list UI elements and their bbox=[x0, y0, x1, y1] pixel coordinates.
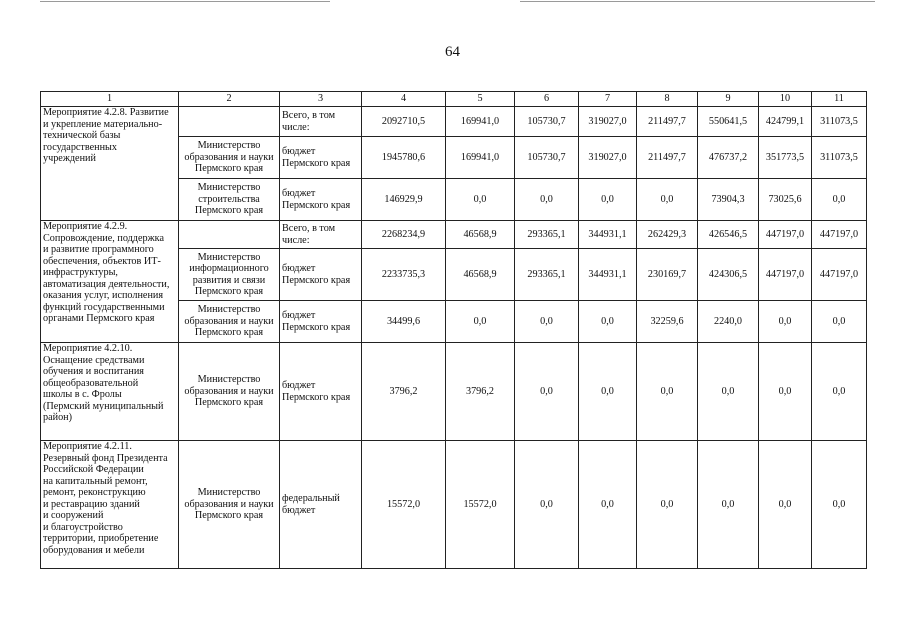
org-cell bbox=[179, 441, 280, 569]
value-cell: 0,0 bbox=[579, 343, 637, 441]
page-top-rule-right bbox=[520, 1, 875, 2]
value-cell: 0,0 bbox=[698, 441, 759, 569]
value-cell: 169941,0 bbox=[446, 107, 515, 137]
value-cell: 550641,5 bbox=[698, 107, 759, 137]
org-name: Министерство образования и науки Пермского края bbox=[184, 374, 274, 409]
value-cell: 0,0 bbox=[579, 301, 637, 343]
org-name: Министерство образования и науки Пермского края bbox=[184, 140, 274, 175]
value-cell: 0,0 bbox=[812, 301, 867, 343]
funding-source-cell bbox=[280, 301, 362, 343]
value-cell: 32259,6 bbox=[637, 301, 698, 343]
value-cell: 0,0 bbox=[759, 301, 812, 343]
value-cell: 447197,0 bbox=[759, 249, 812, 301]
header-cell: 10 bbox=[759, 92, 812, 107]
value-cell: 146929,9 bbox=[362, 179, 446, 221]
value-cell: 2233735,3 bbox=[362, 249, 446, 301]
value-cell: 3796,2 bbox=[446, 343, 515, 441]
value-cell: 351773,5 bbox=[759, 137, 812, 179]
value-cell: 0,0 bbox=[812, 441, 867, 569]
header-cell: 8 bbox=[637, 92, 698, 107]
event-name-cell bbox=[41, 343, 179, 441]
org-name: Министерство образования и науки Пермского края bbox=[184, 487, 274, 522]
header-cell: 2 bbox=[179, 92, 280, 107]
header-cell: 11 bbox=[812, 92, 867, 107]
header-cell: 9 bbox=[698, 92, 759, 107]
event-name: Мероприятие 4.2.9. Сопровождение, поддержка и развитие программного обеспечения, объектов ИТ- инфраструктуры, автоматизация деятельности, оказания услуг, исполнения функций государственными органами Пермского края bbox=[43, 221, 170, 324]
value-cell: 0,0 bbox=[759, 441, 812, 569]
event-name: Мероприятие 4.2.10. Оснащение средствами обучения и воспитания общеобразовательной школы в с. Фролы (Пермский муниципальный район) bbox=[43, 343, 164, 423]
funding-source-cell bbox=[280, 221, 362, 249]
value-cell: 0,0 bbox=[759, 343, 812, 441]
event-name: Мероприятие 4.2.11. Резервный фонд Президента Российской Федерации на капитальный ремонт, ремонт, реконструкцию и реставрацию зданий и сооружений и благоустройство территории, приобретение оборудования и мебели bbox=[43, 441, 168, 556]
value-cell: 73904,3 bbox=[698, 179, 759, 221]
value-cell: 447197,0 bbox=[812, 249, 867, 301]
funding-source: федеральный бюджет bbox=[282, 493, 340, 516]
funding-source: бюджет Пермского края bbox=[282, 146, 351, 169]
value-cell: 262429,3 bbox=[637, 221, 698, 249]
value-cell: 476737,2 bbox=[698, 137, 759, 179]
value-cell: 0,0 bbox=[637, 343, 698, 441]
org-cell bbox=[179, 179, 280, 221]
funding-source: бюджет Пермского края bbox=[282, 380, 351, 403]
budget-table bbox=[40, 91, 867, 569]
value-cell: 293365,1 bbox=[515, 249, 579, 301]
org-cell bbox=[179, 107, 280, 137]
header-row bbox=[41, 92, 867, 107]
value-cell: 311073,5 bbox=[812, 107, 867, 137]
org-name: Министерство образования и науки Пермского края bbox=[184, 304, 274, 339]
value-cell: 0,0 bbox=[446, 301, 515, 343]
org-cell bbox=[179, 221, 280, 249]
org-name: Министерство строительства Пермского края bbox=[194, 182, 264, 217]
funding-source-cell bbox=[280, 107, 362, 137]
value-cell: 2092710,5 bbox=[362, 107, 446, 137]
value-cell: 0,0 bbox=[637, 179, 698, 221]
value-cell: 169941,0 bbox=[446, 137, 515, 179]
value-cell: 2268234,9 bbox=[362, 221, 446, 249]
value-cell: 319027,0 bbox=[579, 137, 637, 179]
table-row bbox=[41, 221, 867, 249]
value-cell: 73025,6 bbox=[759, 179, 812, 221]
event-name: Мероприятие 4.2.8. Развитие и укрепление материально- технической базы государственных учреждений bbox=[43, 107, 169, 164]
org-cell bbox=[179, 301, 280, 343]
value-cell: 319027,0 bbox=[579, 107, 637, 137]
value-cell: 46568,9 bbox=[446, 221, 515, 249]
value-cell: 230169,7 bbox=[637, 249, 698, 301]
value-cell: 447197,0 bbox=[812, 221, 867, 249]
value-cell: 0,0 bbox=[579, 179, 637, 221]
event-name-cell bbox=[41, 221, 179, 343]
value-cell: 211497,7 bbox=[637, 137, 698, 179]
funding-source-cell bbox=[280, 441, 362, 569]
funding-source: Всего, в том числе: bbox=[282, 223, 336, 246]
value-cell: 344931,1 bbox=[579, 221, 637, 249]
org-cell bbox=[179, 343, 280, 441]
value-cell: 0,0 bbox=[579, 441, 637, 569]
table-row bbox=[41, 441, 867, 569]
header-cell: 4 bbox=[362, 92, 446, 107]
funding-source: Всего, в том числе: bbox=[282, 110, 336, 133]
funding-source: бюджет Пермского края bbox=[282, 263, 351, 286]
value-cell: 0,0 bbox=[446, 179, 515, 221]
value-cell: 211497,7 bbox=[637, 107, 698, 137]
value-cell: 0,0 bbox=[515, 441, 579, 569]
header-cell: 7 bbox=[579, 92, 637, 107]
value-cell: 0,0 bbox=[637, 441, 698, 569]
value-cell: 2240,0 bbox=[698, 301, 759, 343]
value-cell: 15572,0 bbox=[362, 441, 446, 569]
org-name: Министерство информационного развития и связи Пермского края bbox=[189, 251, 269, 297]
value-cell: 0,0 bbox=[812, 343, 867, 441]
value-cell: 0,0 bbox=[515, 343, 579, 441]
funding-source-cell bbox=[280, 137, 362, 179]
value-cell: 311073,5 bbox=[812, 137, 867, 179]
funding-source-cell bbox=[280, 179, 362, 221]
table-row bbox=[41, 343, 867, 441]
value-cell: 0,0 bbox=[515, 301, 579, 343]
funding-source: бюджет Пермского края bbox=[282, 310, 351, 333]
funding-source-cell bbox=[280, 343, 362, 441]
value-cell: 15572,0 bbox=[446, 441, 515, 569]
value-cell: 293365,1 bbox=[515, 221, 579, 249]
value-cell: 447197,0 bbox=[759, 221, 812, 249]
value-cell: 0,0 bbox=[812, 179, 867, 221]
org-cell bbox=[179, 137, 280, 179]
header-cell: 5 bbox=[446, 92, 515, 107]
value-cell: 1945780,6 bbox=[362, 137, 446, 179]
value-cell: 424306,5 bbox=[698, 249, 759, 301]
value-cell: 105730,7 bbox=[515, 107, 579, 137]
header-cell: 6 bbox=[515, 92, 579, 107]
value-cell: 0,0 bbox=[515, 179, 579, 221]
value-cell: 0,0 bbox=[698, 343, 759, 441]
header-cell: 1 bbox=[41, 92, 179, 107]
value-cell: 344931,1 bbox=[579, 249, 637, 301]
value-cell: 424799,1 bbox=[759, 107, 812, 137]
event-name-cell bbox=[41, 441, 179, 569]
org-cell bbox=[179, 249, 280, 301]
table-row bbox=[41, 107, 867, 137]
value-cell: 105730,7 bbox=[515, 137, 579, 179]
funding-source: бюджет Пермского края bbox=[282, 188, 351, 211]
header-cell: 3 bbox=[280, 92, 362, 107]
page-top-rule-left bbox=[40, 1, 330, 2]
value-cell: 34499,6 bbox=[362, 301, 446, 343]
value-cell: 426546,5 bbox=[698, 221, 759, 249]
funding-source-cell bbox=[280, 249, 362, 301]
event-name-cell bbox=[41, 107, 179, 221]
page-number: 64 bbox=[445, 44, 460, 60]
value-cell: 46568,9 bbox=[446, 249, 515, 301]
value-cell: 3796,2 bbox=[362, 343, 446, 441]
